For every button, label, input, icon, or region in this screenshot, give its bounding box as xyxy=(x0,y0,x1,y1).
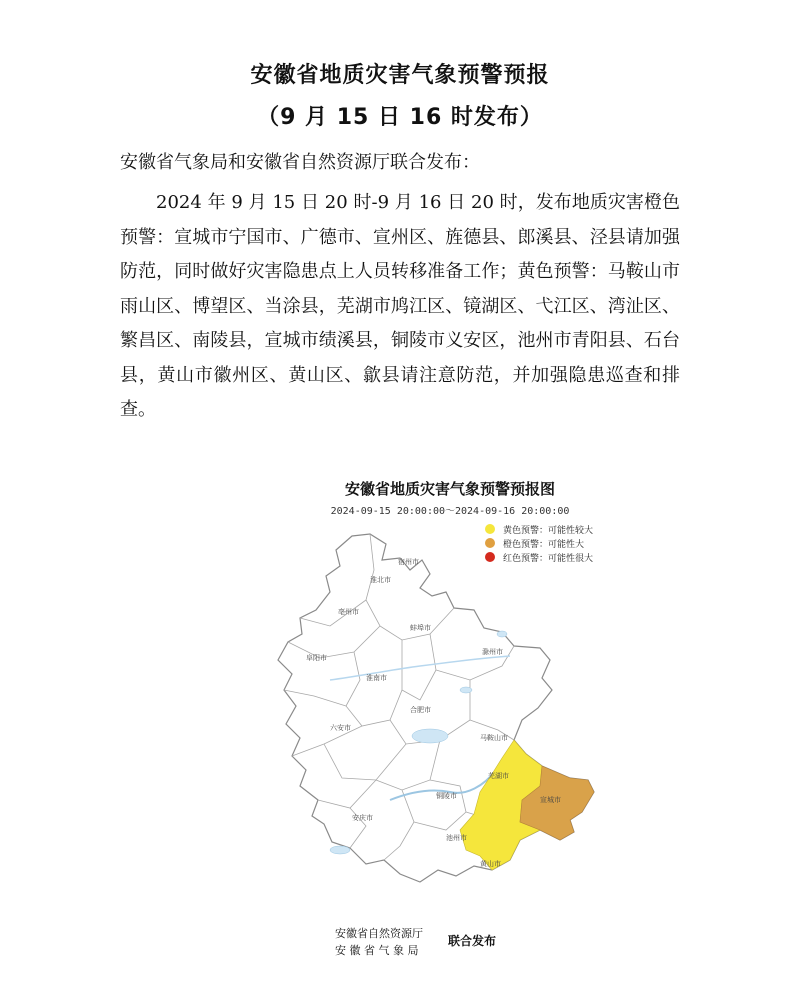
city-label-huaibei: 淮北市 xyxy=(370,576,391,584)
city-label-bozhou: 亳州市 xyxy=(338,608,359,616)
map-title: 安徽省地质灾害气象预警预报图 xyxy=(344,480,555,498)
city-label-maanshan: 马鞍山市 xyxy=(480,734,508,742)
footer-joint-release: 联合发布 xyxy=(448,934,497,948)
city-label-anqing: 安庆市 xyxy=(352,814,373,822)
issuer-line: 安徽省气象局和安徽省自然资源厅联合发布： xyxy=(120,152,480,173)
map-time-range: 2024-09-15 20:00:00～2024-09-16 20:00:00 xyxy=(330,506,570,517)
warning-map-figure xyxy=(270,470,630,960)
city-label-huangshan: 黄山市 xyxy=(480,860,501,868)
footer-org-2: 安 徽 省 气 象 局 xyxy=(335,944,419,957)
city-label-suzhou: 宿州市 xyxy=(398,558,419,566)
warning-body-text: 2024 年 9 月 15 日 20 时-9 月 16 日 20 时，发布地质灾害橙色预警：宣城市宁国市、广德市、宣州区、旌德县、郎溪县、泾县请加强防范，同时做好灾害隐患点上人员转移准备工作；黄色预警：马鞍山市雨山区、博望区、当涂县，芜湖市鸠江区、镜湖区、弋江区、湾沚区、繁昌区、南陵县，宣城市绩溪县，铜陵市义安区，池州市青阳县、石台县，黄山市徽州区、黄山区、歙县请注意防范，并加强隐患巡查和排查。 xyxy=(120,192,680,420)
document-title: 安徽省地质灾害气象预警预报 xyxy=(250,63,550,88)
legend-label-red: 红色预警：可能性很大 xyxy=(503,553,594,564)
legend-label-yellow: 黄色预警：可能性较大 xyxy=(503,525,594,536)
city-label-chuzhou: 滁州市 xyxy=(482,648,503,656)
city-label-bengbu: 蚌埠市 xyxy=(410,624,431,632)
city-label-luan: 六安市 xyxy=(330,724,351,732)
footer-organizations xyxy=(335,925,423,959)
city-label-wuhu: 芜湖市 xyxy=(488,772,509,780)
city-label-chizhou: 池州市 xyxy=(446,834,467,842)
city-label-fuyang: 阜阳市 xyxy=(306,654,327,662)
city-label-tongling: 铜陵市 xyxy=(436,792,457,800)
legend-label-orange: 橙色预警：可能性大 xyxy=(503,539,585,550)
anhui-province-map xyxy=(270,530,630,900)
city-label-xuancheng: 宣城市 xyxy=(540,796,561,804)
city-label-hefei: 合肥市 xyxy=(410,706,431,714)
footer-org-1: 安徽省自然资源厅 xyxy=(335,927,423,940)
city-label-huainan: 淮南市 xyxy=(366,674,387,682)
document-subtitle: （9 月 15 日 16 时发布） xyxy=(257,105,543,130)
